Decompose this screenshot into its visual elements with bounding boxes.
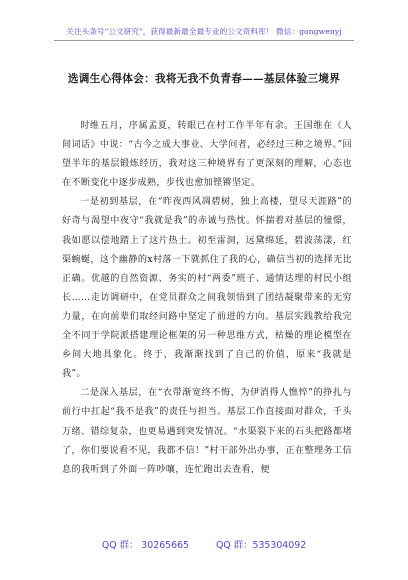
paragraph: 一是初到基层，在“昨夜西风凋碧树，独上高楼，望尽天涯路”的好奇与渴望中夜守“我就是我”的赤诚与热忱。怀揣着对基层的憧憬，我如愿以偿地踏上了这片热土。初至雷洞，远黛绵延，碧波荡漾，红渠蜿蜒，这个幽静的x村落一下就抓住了我的心，确信当初的选择无比正确。优越的自然资源、务实的村“两委”班子、通情达理的村民小组长……走访调研中，在党员群众之间我领悟到了团结凝聚带来的无穷力量，在向前辈们取经问路中坚定了前进的方向。基层实践教给我完全不同于学院派搭建理论框架的另一种思维方式，枯燥的理论模型在乡间大地具象化。终于，我渐渐找到了自己的价值，原来“我就是我”。 <box>62 197 352 380</box>
header-banner: 关注头条号"公文研究"，获得最新最全最专业的公文资料库！ 微信：gongwenyj <box>66 27 342 36</box>
footer <box>0 537 408 551</box>
footer-qq-group-1: QQ 群： 30265665 <box>101 540 190 551</box>
paragraph: 时维五月，序属孟夏，转眼已在村工作半年有余。王国维在《人间词话》中说：“古今之成大事业、大学问者，必经过三种之境界。”回望半年的基层锻炼经历，我对这三种境界有了更深刻的理解，心态也在不断变化中逐步成熟，步伐也愈加铿锵坚定。 <box>62 121 352 189</box>
header-divider <box>54 40 354 41</box>
document-body <box>62 117 352 480</box>
document-title: 选调生心得体会：我将无我不负青春——基层体验三境界 <box>67 73 341 85</box>
footer-qq-group-2: QQ 群：535304092 <box>216 540 307 551</box>
paragraph: 二是深入基层，在“衣带渐宽终不悔，为伊消得人憔悴”的挣扎与前行中扛起“我不是我”的责任与担当。基层工作直接面对群众，千头万绪、错综复杂，也更易遇到突发情况。“水渠裂下来的石头把路都堵了，你们要说看不见，我都不信！”村干部外出办事，正在整理务工信息的我听到了外面一阵吵嚷，连忙跑出去查看，便 <box>62 388 352 475</box>
